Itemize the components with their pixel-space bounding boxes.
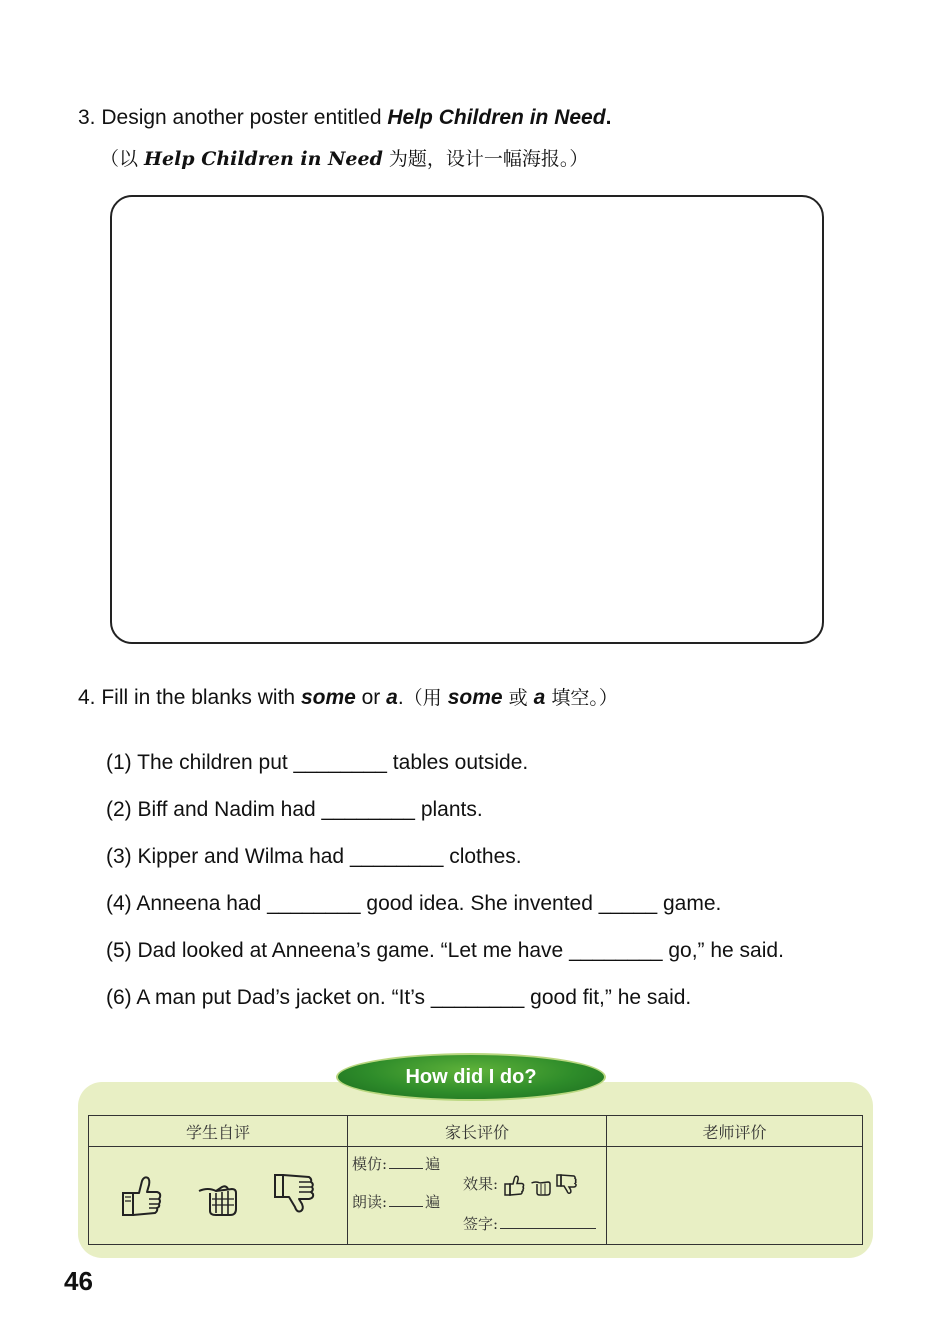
thumbs-down-icon[interactable] <box>273 1173 317 1217</box>
question-3-chinese: （以 Help Children in Need 为题，设计一幅海报。） <box>100 148 589 170</box>
fill-blank-item-4: (4) Anneena had ________ good idea. She invented _____ game. <box>106 892 722 915</box>
student-eval-header: 学生自评 <box>89 1116 348 1147</box>
fill-blank-item-6: (6) A man put Dad’s jacket on. “It’s ________ good fit,” he said. <box>106 986 692 1009</box>
ok-hand-icon[interactable] <box>196 1173 240 1217</box>
imitate-label: 模仿: <box>352 1155 388 1174</box>
teacher-eval-cell[interactable] <box>607 1147 863 1245</box>
question-4-title: 4. Fill in the blanks with some or a.（用 some 或 a 填空。） <box>78 686 618 709</box>
effect-row <box>463 1173 578 1196</box>
read-row <box>352 1191 440 1212</box>
evaluation-table <box>88 1115 863 1245</box>
thumbs-up-icon[interactable] <box>119 1173 163 1217</box>
imitate-unit: 遍 <box>425 1155 441 1174</box>
sign-label: 签字: <box>463 1215 499 1234</box>
student-eval-cell <box>89 1147 348 1245</box>
read-unit: 遍 <box>425 1193 441 1212</box>
imitate-row <box>352 1153 440 1174</box>
effect-label: 效果: <box>463 1175 499 1194</box>
sign-row <box>463 1213 596 1234</box>
page-number: 46 <box>64 1266 93 1296</box>
fill-blank-item-3: (3) Kipper and Wilma had ________ clothes. <box>106 845 522 868</box>
fill-blank-item-5: (5) Dad looked at Anneena’s game. “Let me have ________ go,” he said. <box>106 939 784 962</box>
read-label: 朗读: <box>352 1193 388 1212</box>
thumbs-down-icon[interactable] <box>556 1174 578 1196</box>
parent-eval-cell <box>348 1147 607 1245</box>
parent-eval-header: 家长评价 <box>348 1116 607 1147</box>
ok-hand-icon[interactable] <box>530 1174 552 1196</box>
fill-blank-item-2: (2) Biff and Nadim had ________ plants. <box>106 798 483 821</box>
question-3-title: 3. Design another poster entitled Help Children in Need. <box>78 106 612 129</box>
teacher-eval-header: 老师评价 <box>607 1116 863 1147</box>
fill-blank-item-1: (1) The children put ________ tables outside. <box>106 751 529 774</box>
thumbs-up-icon[interactable] <box>503 1174 525 1196</box>
how-did-i-do-banner: How did I do? <box>336 1053 606 1101</box>
sign-blank[interactable] <box>500 1214 596 1229</box>
read-count-blank[interactable] <box>389 1192 423 1207</box>
poster-drawing-area[interactable] <box>110 195 824 644</box>
imitate-count-blank[interactable] <box>389 1154 423 1169</box>
